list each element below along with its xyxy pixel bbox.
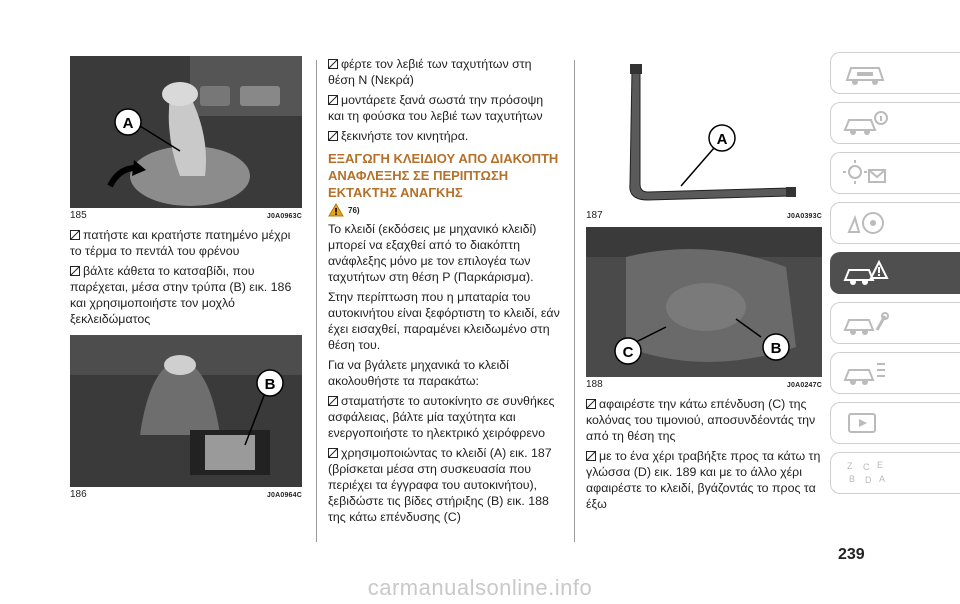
figure-187-photo [586,56,822,208]
figure-185-photo [70,56,302,208]
step-reassemble: μοντάρετε ξανά σωστά την πρόσοψη και τη φούσκα του λεβιέ των ταχυτήτων [328,93,544,123]
warning-reference [328,203,560,217]
step-screwdriver: βάλτε κάθετα το κατσαβίδι, που παρέχεται, μέσα στην τρύπα (B) εικ. 186 και χρησιμοποιήστε τον μοχλό ξεκλειδώματος [70,264,292,326]
warning-ref-number: 76) [348,205,360,215]
figure-187-number: 187 [586,210,603,221]
figure-185-code: J0A0963C [266,213,302,220]
step-bullet-icon [586,399,596,409]
figure-186-label-b: B [264,376,276,393]
figure-185-caption [70,210,302,221]
figure-186-photo [70,335,302,487]
tab-alphabet-index[interactable] [830,452,960,494]
car-wrench-icon [841,308,889,338]
car-info-icon [841,108,889,138]
column-divider-1 [316,60,317,542]
figure-188-label-b: B [770,340,782,357]
step-bullet-icon [328,59,338,69]
step-bullet-icon [70,230,80,240]
tab-steering-wheel[interactable] [830,202,960,244]
tab-car-dashboard[interactable] [830,52,960,94]
tab-multimedia[interactable] [830,402,960,444]
step-bullet-icon [586,451,596,461]
step-unscrew: χρησιμοποιώντας το κλειδί (A) εικ. 187 (βρίσκεται μέσα στη συσκευασία που περιέχει τα έγγραφα του αυτοκινήτου), ξεβιδώστε τις βίδες στήριξης (B) εικ. 188 της κάτω επένδυσης (C) [328,446,552,524]
watermark: carmanualsonline.info [367,575,593,600]
column-3 [586,56,822,516]
step-stop-car: σταματήστε το αυτοκίνητο σε συνθήκες ασφάλειας, βάλτε μία ταχύτητα και ενεργοποιήστε το ηλεκτρικό χειρόφρενο [328,394,555,440]
paragraph-instructions: Για να βγάλετε μηχανικά το κλειδί ακολουθήστε τα παρακάτω: [328,358,509,388]
figure-187-label-a: A [716,131,728,148]
figure-188-label-c: C [622,344,634,361]
tab-car-warning[interactable] [830,252,960,294]
car-warning-icon [841,258,889,288]
step-bullet-icon [70,266,80,276]
figure-188-number: 188 [586,379,603,390]
car-dashboard-icon [841,58,889,88]
step-neutral: φέρτε τον λεβιέ των ταχυτήτων στη θέση N (Νεκρά) [328,57,532,87]
step-bullet-icon [328,131,338,141]
tab-lights-message[interactable] [830,152,960,194]
tab-car-wrench[interactable] [830,302,960,344]
figure-187-caption [586,210,822,221]
alpha-letter: A [879,474,886,484]
figure-186-caption [70,489,302,500]
column-1 [70,56,302,506]
figure-185-label-a: A [122,115,134,132]
steering-wheel-icon [841,208,889,238]
paragraph-battery: Στην περίπτωση που η μπαταρία του αυτοκινήτου είναι ξεφόρτιστη το κλειδί, εάν έχει εισαχθεί, παραμένει κλειδωμένο στη θέση του. [328,290,560,352]
figure-188-photo [586,227,822,377]
tab-car-specs[interactable] [830,352,960,394]
step-pull-tab: με το ένα χέρι τραβήξτε προς τα κάτω τη γλώσσα (D) εικ. 189 και με το άλλο χέρι αφαιρέστε το κλειδί, βγάζοντάς το προς τα έξω [586,449,821,511]
l-key-tool-illustration [586,56,822,208]
warning-triangle-icon [328,203,344,217]
figure-188-caption [586,379,822,390]
chapter-tabs [830,52,960,502]
alpha-letter: D [865,475,872,485]
figure-186-number: 186 [70,489,87,500]
page-number: 239 [838,546,865,563]
step-bullet-icon [328,396,338,406]
column-2 [328,56,560,529]
section-heading: ΕΞΑΓΩΓΗ ΚΛΕΙΔΙΟΥ ΑΠΟ ΔΙΑΚΟΠΤΗ ΑΝΑΦΛΕΞΗΣ ΣΕ ΠΕΡΙΠΤΩΣΗ ΕΚΤΑΚΤΗΣ ΑΝΑΓΚΗΣ [328,151,559,200]
step-start-engine: ξεκινήστε τον κινητήρα. [328,128,560,144]
column-divider-2 [574,60,575,542]
gear-lever-illustration [70,56,302,208]
alpha-letter: Z [847,461,853,471]
alpha-letter: E [877,460,884,470]
paragraph-key-extraction: Το κλειδί (εκδόσεις με μηχανικό κλειδί) μπορεί να εξαχθεί από το διακόπτη ανάφλεξης μόνο με τον επιλογέα των ταχυτήτων στη θέση P (Παρκάρισμα). [328,222,537,284]
multimedia-icon [841,408,889,438]
alpha-letter: B [849,474,856,484]
step-brake-pedal: πατήστε και κρατήστε πατημένο μέχρι το τέρμα το πεντάλ του φρένου [70,228,291,258]
step-bullet-icon [328,95,338,105]
shifter-boot-illustration [70,335,302,487]
figure-187-code: J0A0393C [786,213,822,220]
steering-column-illustration [586,227,822,377]
alphabet-index-icon [841,458,889,488]
tab-car-info[interactable] [830,102,960,144]
figure-185-number: 185 [70,210,87,221]
step-bullet-icon [328,448,338,458]
figure-188-code: J0A0247C [786,382,822,389]
figure-186-code: J0A0964C [266,492,302,499]
alpha-letter: C [863,462,870,472]
car-specs-icon [841,358,889,388]
step-remove-trim: αφαιρέστε την κάτω επένδυση (C) της κολόνας του τιμονιού, αποσυνδέοντάς την από τη θέση της [586,397,816,443]
lights-message-icon [841,158,889,188]
